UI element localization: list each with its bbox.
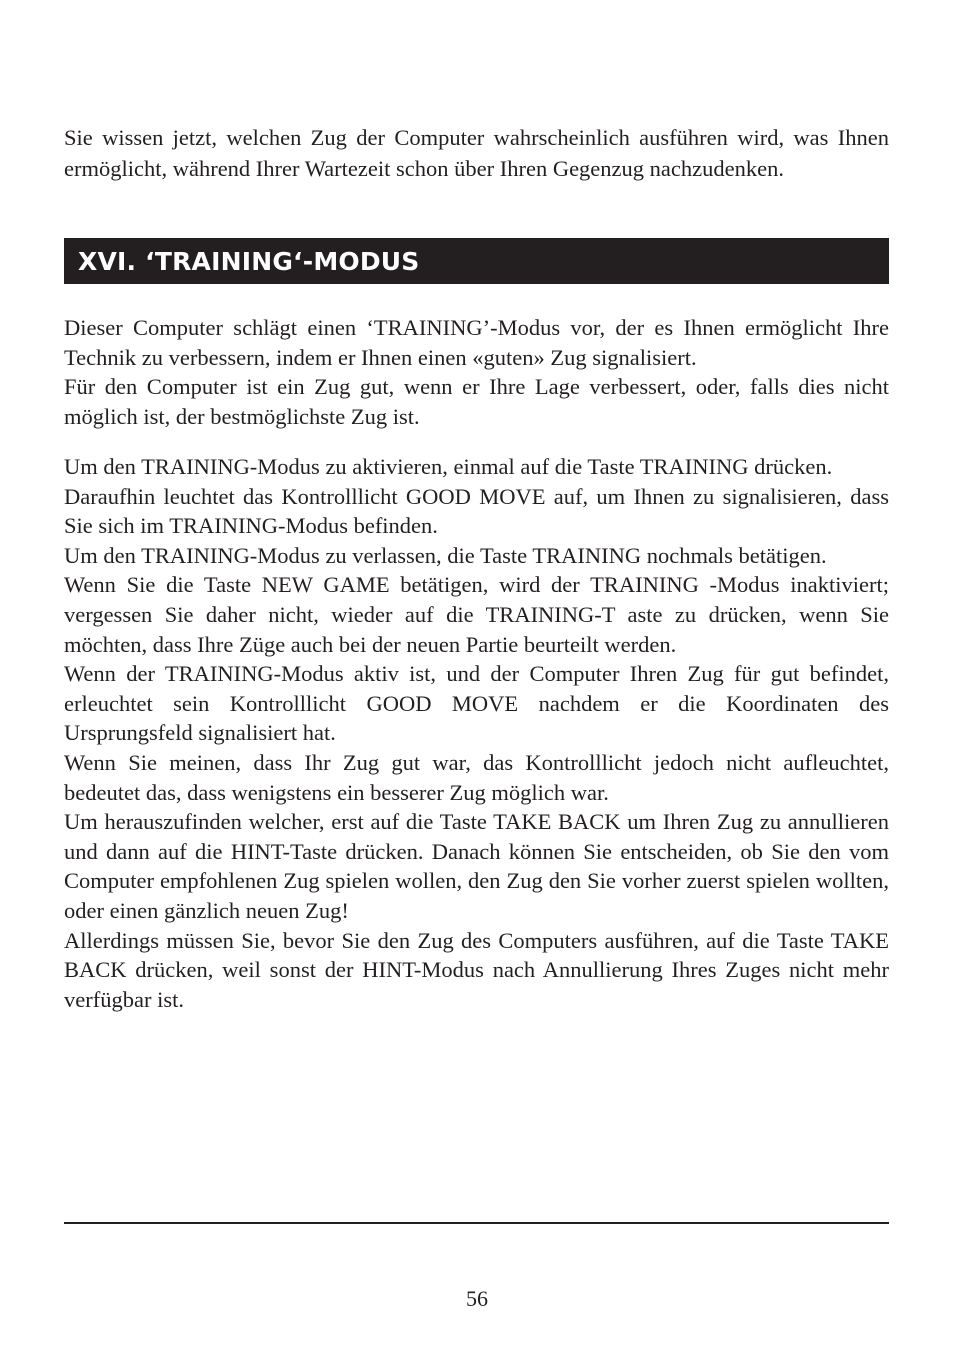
paragraph: Um den TRAINING-Modus zu aktivieren, einmal auf die Taste TRAINING drücken. xyxy=(64,454,833,479)
paragraph: Dieser Computer schlägt einen ‘TRAINING’-Modus vor, der es Ihnen ermöglicht Ihre Technik zu verbessern, indem er Ihnen einen «guten» Zug signalisiert. xyxy=(64,315,889,370)
paragraph: Für den Computer ist ein Zug gut, wenn er Ihre Lage verbessert, oder, falls dies nicht möglich ist, der bestmöglichste Zug ist. xyxy=(64,374,889,429)
section-title: XVI. ‘TRAINING‘-MODUS xyxy=(78,246,420,276)
description-block xyxy=(64,313,889,431)
paragraph: Allerdings müssen Sie, bevor Sie den Zug des Computers ausführen, auf die Taste TAKE BACK drücken, weil sonst der HINT-Modus nach Annullierung Ihres Zuges nicht mehr verfügbar ist. xyxy=(64,927,889,1012)
section-heading-bar xyxy=(64,238,889,284)
paragraph: Daraufhin leuchtet das Kontrolllicht GOOD MOVE auf, um Ihnen zu signalisieren, dass Sie sich im TRAINING-Modus befinden. xyxy=(64,483,889,539)
paragraph: Um herauszufinden welcher, erst auf die Taste TAKE BACK um Ihren Zug zu annullieren und dann auf die HINT-Taste drücken. Danach können Sie entscheiden, ob Sie den vom Computer empfohlenen Zug spielen wollen, den Zug den Sie vorher zuerst spielen wollten, oder einen gänzlich neuen Zug! xyxy=(64,809,889,923)
intro-paragraph: Sie wissen jetzt, welchen Zug der Computer wahrscheinlich ausführen wird, was Ihnen ermöglicht, während Ihrer Wartezeit schon über Ihren Gegenzug nachzudenken. xyxy=(64,125,889,181)
paragraph: Um den TRAINING-Modus zu verlassen, die Taste TRAINING nochmals betätigen. xyxy=(64,542,827,568)
paragraph: Wenn der TRAINING-Modus aktiv ist, und der Computer Ihren Zug für gut befindet, erleuchtet sein Kontrolllicht GOOD MOVE nachdem er die Koordinaten des Ursprungsfeld signalisiert hat. xyxy=(64,661,889,746)
page-number: 56 xyxy=(466,1286,488,1311)
paragraph: Wenn Sie meinen, dass Ihr Zug gut war, das Kontrolllicht jedoch nicht aufleuchtet, bedeutet das, dass wenigstens ein besserer Zug möglich war. xyxy=(64,749,889,805)
intro-block xyxy=(64,123,889,184)
instructions-block xyxy=(64,452,889,1014)
paragraph: Wenn Sie die Taste NEW GAME betätigen, wird der TRAINING -Modus inaktiviert; vergessen Sie daher nicht, wieder auf die TRAINING-T aste zu drücken, wenn Sie möchten, dass Ihre Züge auch bei der neuen Partie beurteilt werden. xyxy=(64,572,889,657)
footer-divider xyxy=(64,1222,889,1224)
